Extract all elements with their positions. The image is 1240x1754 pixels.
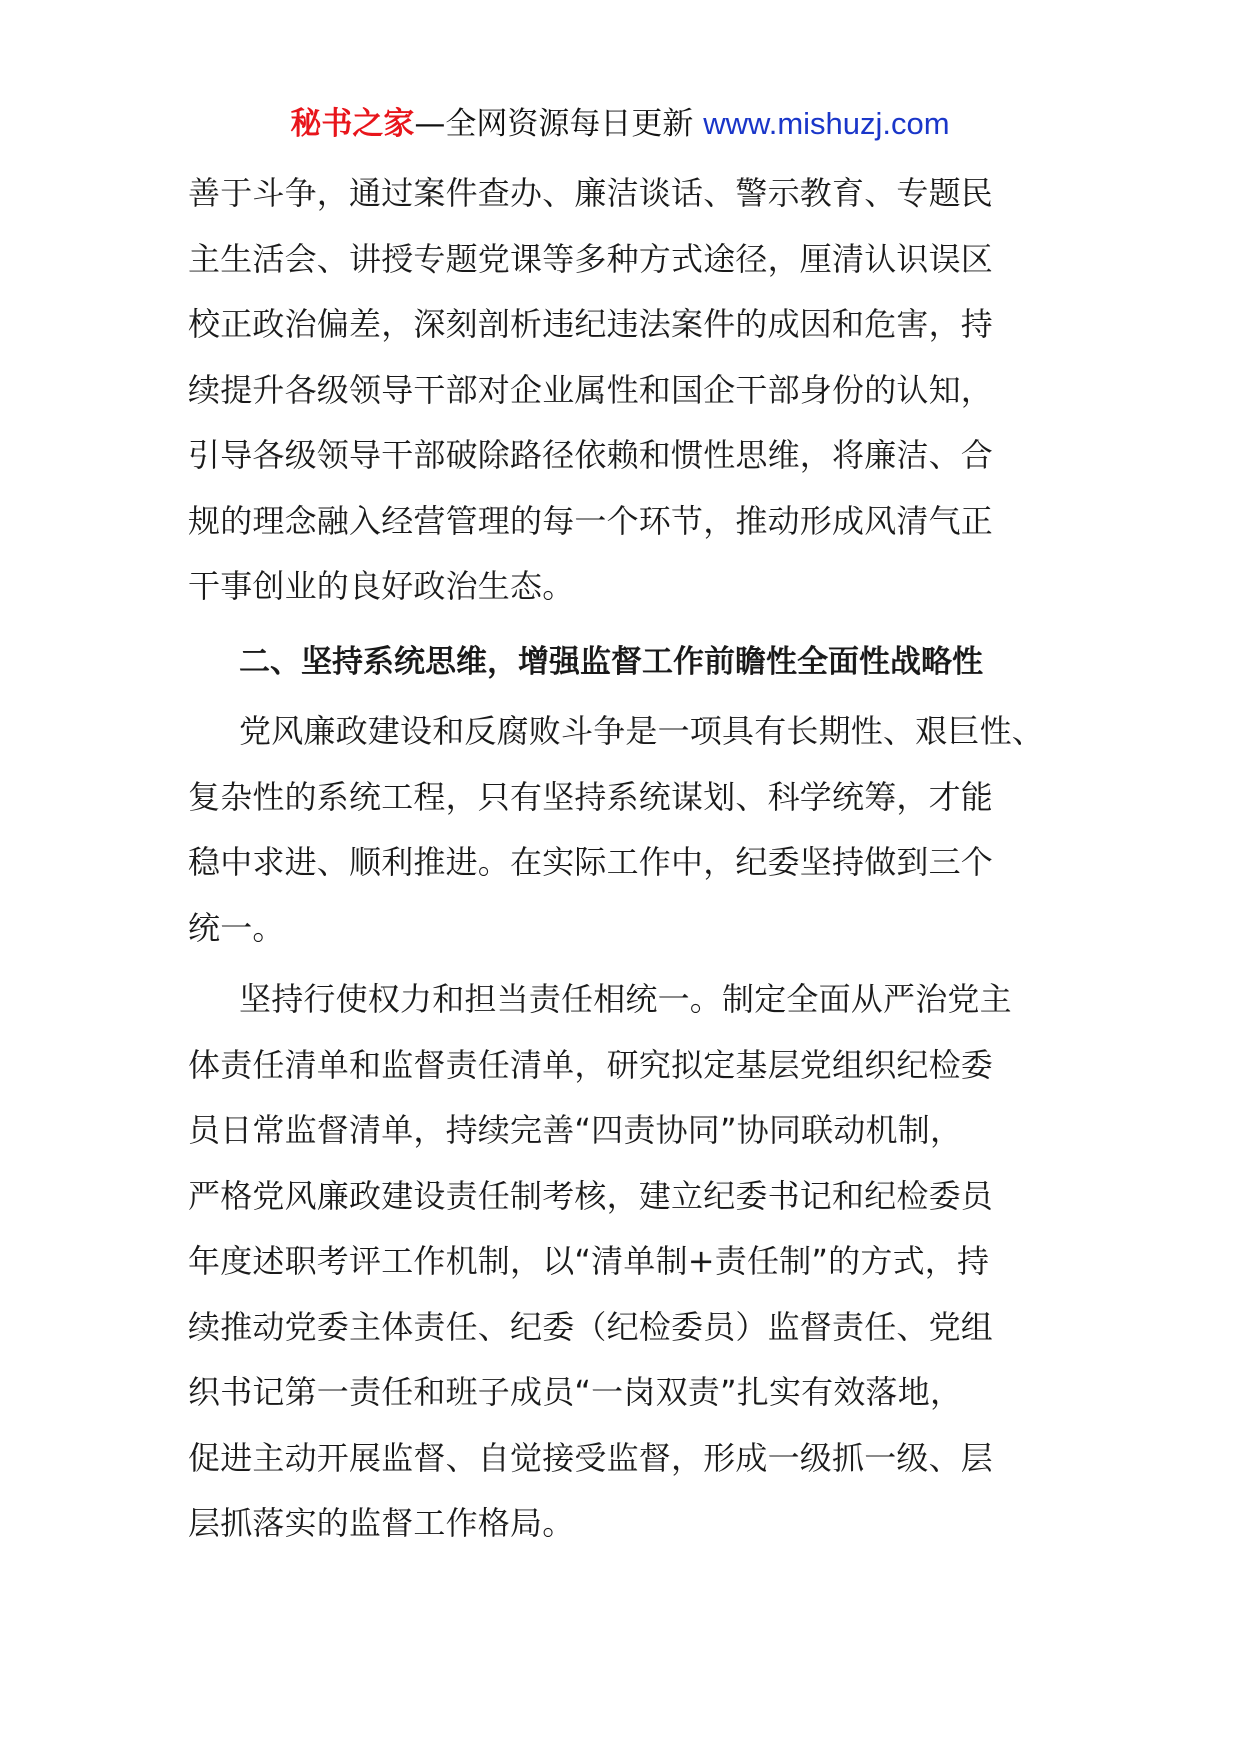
paragraph-line: 员日常监督清单，持续完善“四责协同”协同联动机制，: [188, 1111, 963, 1149]
paragraph-line: 层抓落实的监督工作格局。: [188, 1504, 575, 1542]
paragraph-2: [188, 699, 1068, 961]
paragraph-3: [188, 967, 1068, 1557]
paragraph-line: 体责任清单和监督责任清单，研究拟定基层党组织纪检委: [188, 1045, 994, 1084]
header-tagline: —全网资源每日更新: [414, 106, 704, 142]
paragraph-line: 促进主动开展监督、自觉接受监督，形成一级抓一级、层: [188, 1438, 994, 1477]
paragraph-line: 续提升各级领导干部对企业属性和国企干部身份的认知，: [188, 370, 994, 409]
paragraph-line: 主生活会、讲授专题党课等多种方式途径，厘清认识误区: [188, 239, 994, 278]
paragraph-line: 统一。: [188, 908, 285, 947]
paragraph-line: 复杂性的系统工程，只有坚持系统谋划、科学统筹，才能: [188, 777, 994, 816]
paragraph-line: 党风廉政建设和反腐败斗争是一项具有长期性、艰巨性、: [239, 712, 1045, 750]
paragraph-line: 稳中求进、顺利推进。在实际工作中，纪委坚持做到三个: [188, 843, 994, 881]
site-url-link[interactable]: www.mishuzj.com: [703, 106, 950, 141]
section-heading-2: 二、坚持系统思维，增强监督工作前瞻性全面性战略性: [239, 643, 983, 680]
paragraph-line: 坚持行使权力和担当责任相统一。制定全面从严治党主: [239, 980, 1012, 1018]
paragraph-line: 严格党风廉政建设责任制考核，建立纪委书记和纪检委员: [188, 1176, 994, 1215]
paragraph-line: 织书记第一责任和班子成员“一岗双责”扎实有效落地，: [188, 1373, 963, 1411]
paragraph-line: 规的理念融入经营管理的每一个环节，推动形成风清气正: [188, 501, 994, 540]
paragraph-line: 校正政治偏差，深刻剖析违纪违法案件的成因和危害，持: [188, 305, 994, 343]
paragraph-line: 续推动党委主体责任、纪委（纪检委员）监督责任、党组: [188, 1307, 994, 1346]
paragraph-line: 干事创业的良好政治生态。: [188, 567, 575, 605]
paragraph-line: 年度述职考评工作机制，以“清单制+责任制”的方式，持: [188, 1242, 990, 1280]
watermark-header: [0, 100, 1240, 148]
paragraph-1: [188, 161, 1068, 620]
paragraph-line: 善于斗争，通过案件查办、廉洁谈话、警示教育、专题民: [188, 174, 994, 212]
document-body: [188, 161, 1068, 1557]
brand-name: 秘书之家: [290, 106, 415, 142]
paragraph-line: 引导各级领导干部破除路径依赖和惯性思维，将廉洁、合: [188, 436, 994, 474]
